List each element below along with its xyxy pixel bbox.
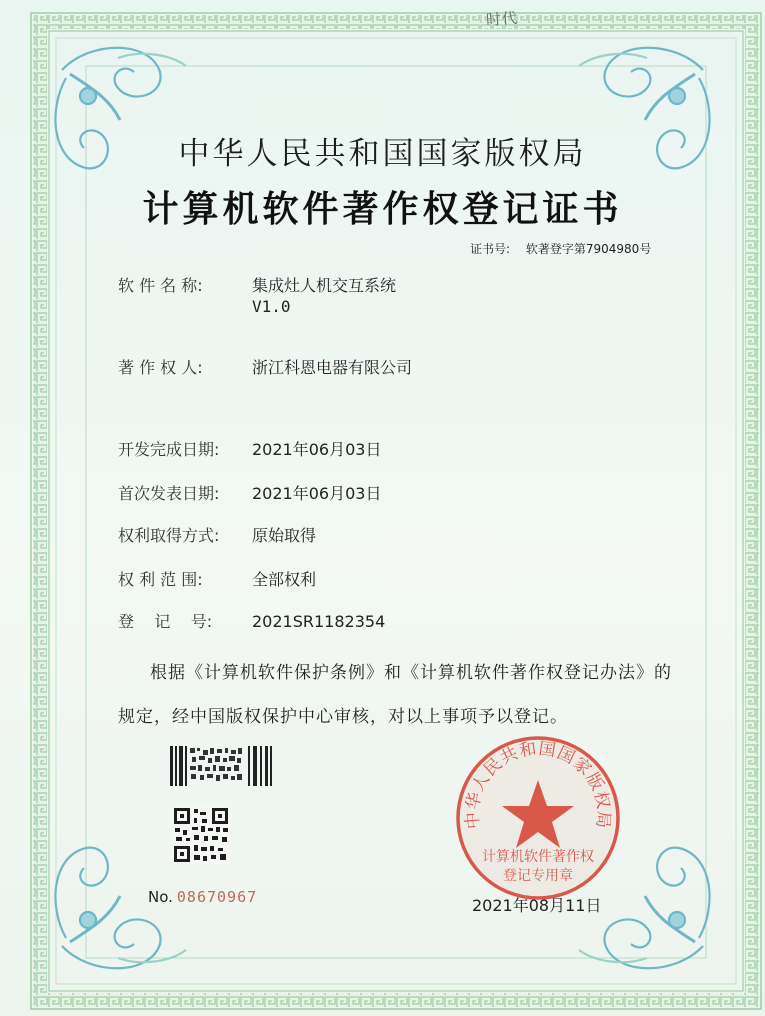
statement-line-2: 规定，经中国版权保护中心审核，对以上事项予以登记。 (118, 707, 568, 727)
field-rights-scope (118, 567, 316, 590)
statement-line-1: 根据《计算机软件保护条例》和《计算机软件著作权登记办法》的 (150, 663, 672, 683)
corner-ornament-bottom-left (55, 848, 186, 969)
field-value: 浙江科恩电器有限公司 (252, 358, 413, 377)
serial-number (148, 888, 257, 906)
field-label: 登 记 号: (118, 612, 213, 631)
field-label: 权利取得方式: (118, 526, 220, 545)
field-development-date (118, 437, 381, 460)
seal-line-2: 登记专用章 (503, 868, 573, 884)
field-value: 2021年06月03日 (252, 484, 382, 503)
field-label: 首次发表日期: (118, 484, 220, 503)
field-label: 开发完成日期: (118, 440, 220, 459)
field-label: 软 件 名 称: (118, 276, 203, 295)
issue-date: 2021年08月11日 (472, 896, 602, 915)
field-value: 2021SR1182354 (252, 612, 386, 631)
field-value: 全部权利 (252, 570, 317, 589)
field-value: 原始取得 (252, 526, 317, 545)
qr-code-icon (172, 806, 230, 864)
field-publication-date (118, 481, 381, 504)
software-version: V1.0 (252, 297, 291, 316)
handwritten-note: 时代 (485, 8, 519, 30)
field-acquisition-method (118, 523, 316, 546)
serial-number-label: No. (148, 888, 173, 906)
certificate-title: 计算机软件著作权登记证书 (142, 188, 623, 230)
serial-number-value: 08670967 (176, 888, 258, 906)
certificate-number-value: 软著登字第7904980号 (525, 242, 652, 256)
barcode-icon (170, 746, 274, 786)
certificate-number-label: 证书号: (470, 242, 511, 256)
field-registration-number (118, 609, 385, 632)
certificate-number (470, 240, 651, 257)
field-label: 权 利 范 围: (118, 570, 203, 589)
field-label: 著 作 权 人: (118, 358, 203, 377)
issuing-authority: 中华人民共和国国家版权局 (178, 136, 587, 172)
seal-line-1: 计算机软件著作权 (482, 849, 594, 865)
seal-ring-text: 中华人民共和国国家版权局 (462, 738, 614, 830)
field-value: 集成灶人机交互系统 (252, 276, 397, 295)
field-copyright-owner (118, 355, 412, 378)
field-software-name (118, 273, 396, 296)
field-value: 2021年06月03日 (252, 440, 382, 459)
